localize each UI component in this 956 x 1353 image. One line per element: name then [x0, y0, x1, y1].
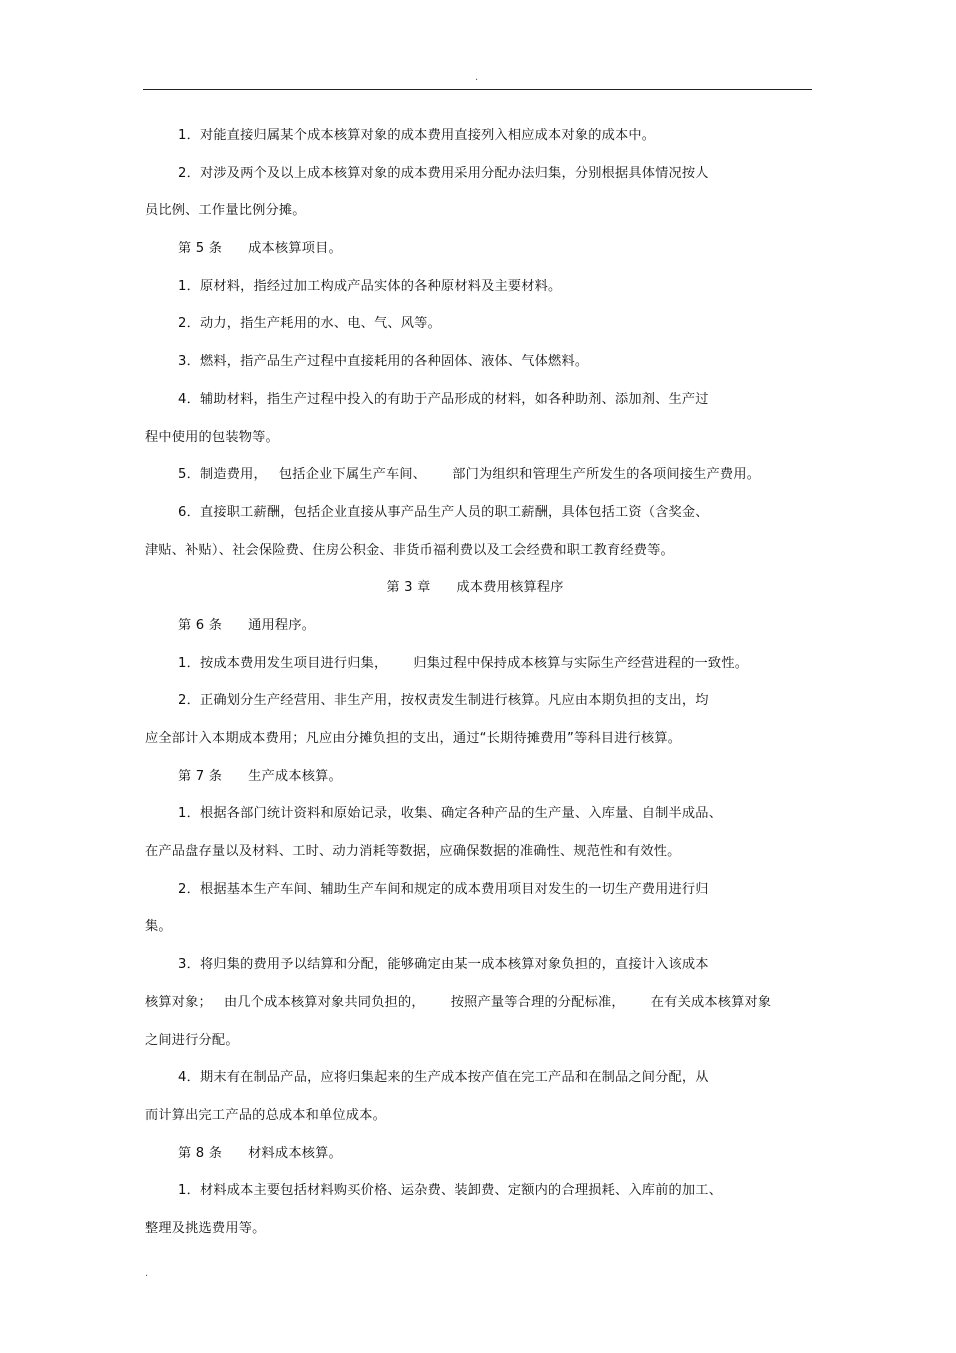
header-rule [143, 89, 812, 90]
paragraph-line: 1．根据各部门统计资料和原始记录，收集、确定各种产品的生产量、入库量、自制半成品、 [178, 806, 723, 822]
text-segment: 5．制造费用， [178, 467, 267, 483]
paragraph-line: 1．对能直接归属某个成本核算对象的成本费用直接列入相应成本对象的成本中。 [178, 128, 656, 143]
chapter-title: 成本费用核算程序 [456, 580, 564, 596]
paragraph-line: 2．动力，指生产耗用的水、电、气、风等。 [178, 316, 441, 332]
paragraph-line: 2．正确划分生产经营用、非生产用，按权责发生制进行核算。凡应由本期负担的支出，均 [178, 693, 709, 709]
text-segment: 按照产量等合理的分配标准， [450, 994, 625, 1010]
article-heading [145, 235, 805, 273]
paragraph-line: 2．对涉及两个及以上成本核算对象的成本费用采用分配办法归集，分别根据具体情况按人 [178, 165, 709, 181]
paragraph-line: 应全部计入本期成本费用；凡应由分摊负担的支出，通过“长期待摊费用”等科目进行核算。 [145, 731, 682, 746]
paragraph-line: 之间进行分配。 [145, 1032, 239, 1048]
text-segment: 部门为组织和管理生产所发生的各项间接生产费用。 [452, 467, 761, 483]
article-number: 第 6 条 [178, 617, 223, 633]
paragraph-line: 1．材料成本主要包括材料购买价格、运杂费、装卸费、定额内的合理损耗、入库前的加工、 [178, 1183, 723, 1199]
text-segment: 包括企业下属生产车间、 [278, 467, 427, 483]
text-segment: 由几个成本核算对象共同负担的， [223, 994, 425, 1010]
article-heading [145, 763, 805, 801]
article-number: 第 8 条 [178, 1145, 223, 1161]
paragraph-line: 津贴、补贴）、社会保险费、住房公积金、非货币福利费以及工会经费和职工教育经费等。 [145, 542, 674, 558]
footer-mark: . [145, 1268, 149, 1279]
text-segment: 1．按成本费用发生项目进行归集， [178, 655, 388, 671]
text-segment: 归集过程中保持成本核算与实际生产经营进程的一致性。 [413, 655, 749, 671]
paragraph-line [145, 461, 805, 499]
paragraph-line: 2．根据基本生产车间、辅助生产车间和规定的成本费用项目对发生的一切生产费用进行归 [178, 881, 709, 897]
paragraph-line: 集。 [145, 919, 172, 935]
paragraph-line: 3．燃料，指产品生产过程中直接耗用的各种固体、液体、气体燃料。 [178, 354, 589, 370]
paragraph-line: 员比例、工作量比例分摊。 [145, 203, 306, 219]
article-heading [145, 612, 805, 650]
text-segment: 核算对象； [145, 994, 212, 1010]
paragraph-line: 3．将归集的费用予以结算和分配，能够确定由某一成本核算对象负担的，直接计入该成本 [178, 957, 709, 973]
article-number: 第 7 条 [178, 768, 223, 784]
article-heading [145, 1140, 805, 1178]
chapter-number: 第 3 章 [386, 580, 431, 596]
chapter-heading [145, 574, 805, 612]
article-title: 通用程序。 [248, 617, 316, 633]
paragraph-line: 4．辅助材料，指生产过程中投入的有助于产品形成的材料，如各种助剂、添加剂、生产过 [178, 391, 709, 407]
article-title: 生产成本核算。 [248, 768, 342, 784]
paragraph-line: 6．直接职工薪酬，包括企业直接从事产品生产人员的职工薪酬，具体包括工资（含奖金、 [178, 504, 709, 520]
paragraph-line [145, 989, 805, 1027]
paragraph-line: 程中使用的包装物等。 [145, 429, 279, 445]
paragraph-line: 整理及挑选费用等。 [145, 1220, 266, 1236]
paragraph-line: 在产品盘存量以及材料、工时、动力消耗等数据，应确保数据的准确性、规范性和有效性。 [145, 844, 681, 860]
article-title: 成本核算项目。 [248, 241, 342, 257]
paragraph-line [145, 650, 805, 688]
text-segment: 在有关成本核算对象 [650, 994, 772, 1010]
paragraph-line: 4．期末有在制品产品，应将归集起来的生产成本按产值在完工产品和在制品之间分配，从 [178, 1070, 709, 1086]
header-mark: . [475, 72, 479, 83]
paragraph-line: 而计算出完工产品的总成本和单位成本。 [145, 1107, 386, 1123]
document-body [145, 122, 805, 1253]
article-title: 材料成本核算。 [248, 1145, 342, 1161]
paragraph-line: 1．原材料，指经过加工构成产品实体的各种原材料及主要材料。 [178, 278, 562, 294]
article-number: 第 5 条 [178, 241, 223, 257]
